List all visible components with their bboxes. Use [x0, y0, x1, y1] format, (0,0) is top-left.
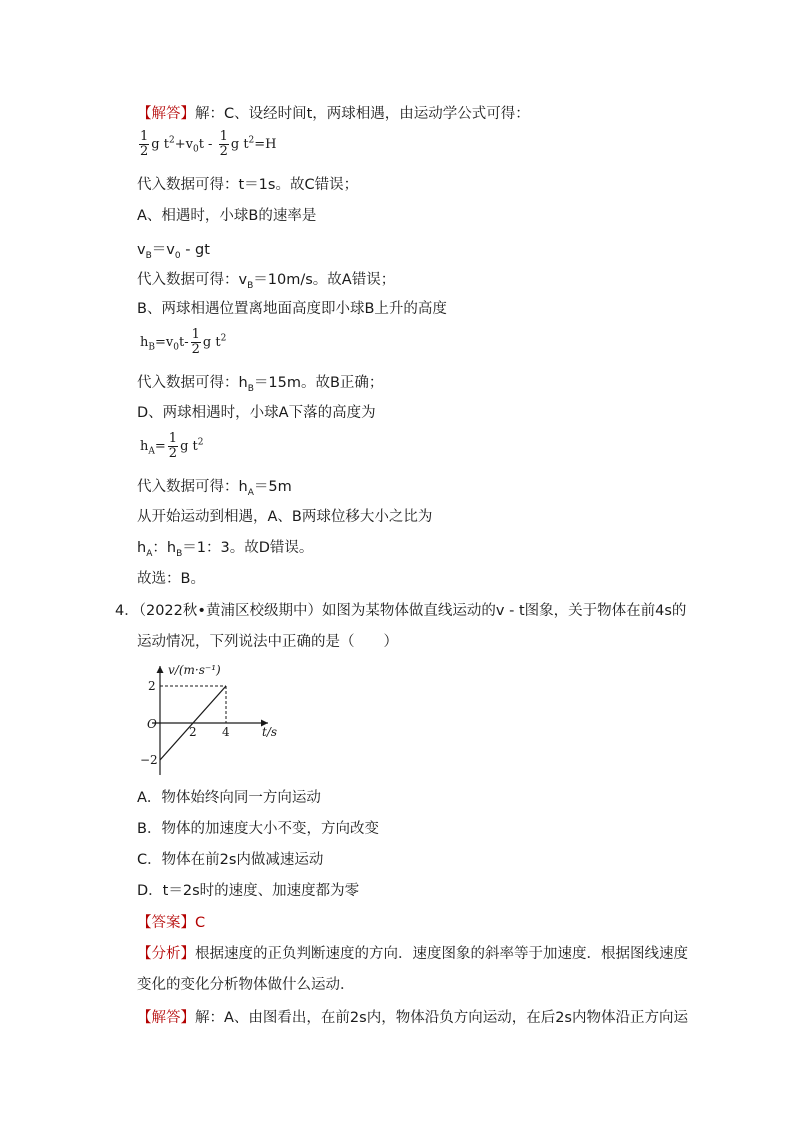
option-b: B．物体的加速度大小不变，方向改变	[137, 821, 379, 837]
x-axis-label: t/s	[262, 725, 278, 739]
analysis-tag: 【分析】	[137, 946, 195, 962]
ratio-line: $h_A$：$h_B=1$：3。故D错误。	[137, 540, 314, 559]
a-result-line: 代入数据可得：$v_B=10m/s$。故A错误；	[137, 272, 396, 291]
solution-tag: 【解答】	[137, 1010, 195, 1026]
analysis-line1: 【分析】根据速度的正负判断速度的方向．速度图象的斜率等于加速度．根据图线速度	[137, 946, 688, 962]
origin-label: O	[147, 717, 157, 731]
y-axis-label: v/(m·s⁻¹)	[168, 663, 221, 677]
b-intro-line: B、两球相遇位置离地面高度即小球B上升的高度	[137, 301, 447, 317]
x-tick-label: 4	[222, 725, 230, 739]
c-result-line: 代入数据可得：t＝1s。故C错误；	[137, 177, 359, 193]
b-result-line: 代入数据可得：$h_B=15m$。故B正确；	[137, 375, 384, 394]
equation-motion: $\frac{1}{2}$ g $t^2+v_0t$ - $\frac{1}{2}$ g $t^2=H$	[140, 129, 277, 159]
choice-line: 故选：B。	[137, 571, 205, 587]
answer-line	[137, 913, 205, 933]
ratio-intro-line: 从开始运动到相遇，A、B两球位移大小之比为	[137, 509, 433, 525]
a-equation-line: $v_B=v_0$ - gt	[137, 242, 210, 261]
option-a: A．物体始终向同一方向运动	[137, 790, 321, 806]
option-c: C．物体在前2s内做减速运动	[137, 852, 324, 868]
a-intro-line: A、相遇时，小球B的速率是	[137, 208, 317, 224]
question-4-line2: 运动情况，下列说法中正确的是（ ）	[137, 634, 398, 650]
answer-value: C	[195, 915, 206, 931]
solution-intro-text: 解：C、设经时间t，两球相遇，由运动学公式可得：	[195, 106, 530, 122]
vt-chart	[130, 660, 290, 780]
equation-ha: $h_A=$ $\frac{1}{2}$ g $t^2$	[140, 431, 204, 461]
y-tick-label: 2	[148, 679, 156, 693]
option-d: D．t＝2s时的速度、加速度都为零	[137, 883, 360, 899]
jieda-tag: 【解答】	[137, 106, 195, 122]
d-result-line: 代入数据可得：$h_A=5m$	[137, 479, 292, 498]
analysis-line2: 变化的变化分析物体做什么运动．	[137, 977, 355, 993]
d-intro-line: D、两球相遇时，小球A下落的高度为	[137, 405, 376, 421]
answer-tag: 【答案】	[137, 915, 195, 931]
solution-intro-line	[137, 104, 530, 124]
question-number: 4．	[115, 603, 139, 619]
equation-hb: $h_B=v_0t-$ $\frac{1}{2}$ g $t^2$	[140, 327, 227, 357]
question-4-line1: 4．（2022秋•黄浦区校级期中）如图为某物体做直线运动的v - t图象，关于物体在前4s的	[115, 603, 687, 619]
y-tick-label: −2	[140, 753, 158, 767]
x-tick-label: 2	[189, 725, 197, 739]
solution-4-line1: 【解答】解：A、由图看出，在前2s内，物体沿负方向运动，在后2s内物体沿正方向运	[137, 1010, 688, 1026]
